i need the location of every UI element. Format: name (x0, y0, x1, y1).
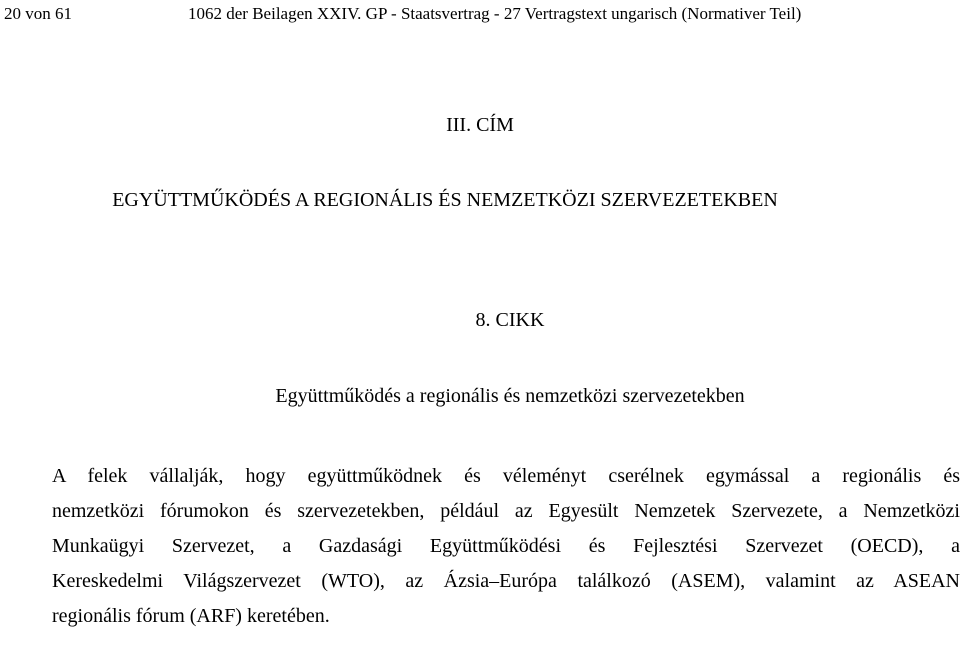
page-header (4, 3, 960, 25)
body-line: nemzetközi fórumokon és szervezetekben, például az Egyesült Nemzetek Szervezete, a Nemzetközi (52, 500, 960, 522)
body-line: Munkaügyi Szervezet, a Gazdasági Együttműködési és Fejlesztési Szervezet (OECD), a (52, 535, 960, 557)
article-number: 8. CIKK (475, 309, 545, 331)
page-number: 20 von 61 (4, 4, 72, 23)
body-line: regionális fórum (ARF) keretében. (52, 605, 330, 627)
document-title: 1062 der Beilagen XXIV. GP - Staatsvertrag - 27 Vertragstext ungarisch (Normativer Teil) (188, 4, 802, 23)
part-title: III. CÍM (446, 114, 514, 136)
article-title: Együttműködés a regionális és nemzetközi szervezetekben (275, 385, 745, 407)
body-line: Kereskedelmi Világszervezet (WTO), az Ázsia–Európa találkozó (ASEM), valamint az ASEAN (52, 570, 960, 592)
article-body (52, 459, 960, 634)
part-heading: EGYÜTTMŰKÖDÉS A REGIONÁLIS ÉS NEMZETKÖZI SZERVEZETEKBEN (112, 189, 778, 211)
body-line: A felek vállalják, hogy együttműködnek és véleményt cserélnek egymással a regionális és (52, 465, 960, 487)
